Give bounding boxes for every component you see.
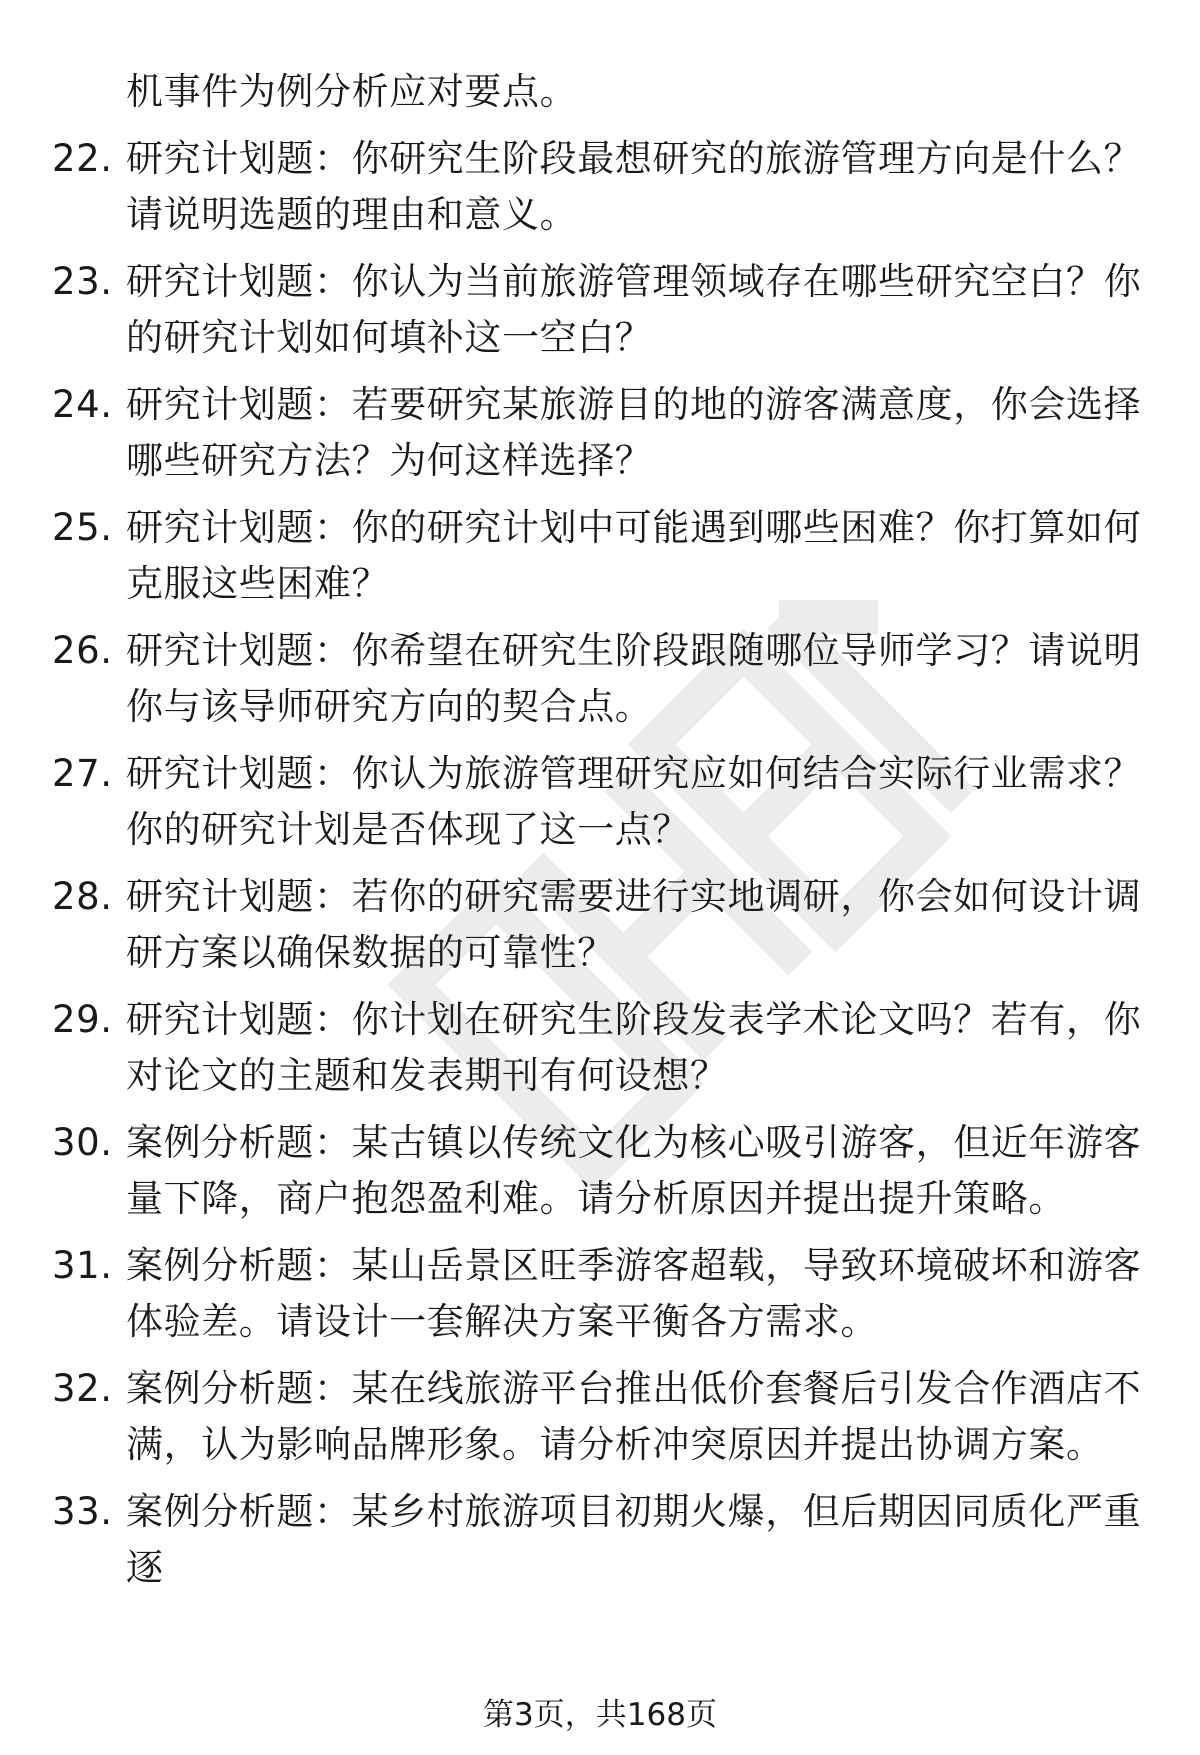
question-item bbox=[52, 746, 1142, 858]
question-number: 30. bbox=[52, 1121, 113, 1164]
continued-text: 机事件为例分析应对要点。 bbox=[126, 70, 578, 113]
question-list bbox=[52, 131, 1142, 1596]
question-number: 26. bbox=[52, 629, 113, 672]
page-footer: 第3页，共168页 bbox=[483, 1697, 717, 1733]
question-item bbox=[52, 1238, 1142, 1350]
question-number: 28. bbox=[52, 875, 113, 918]
question-text: 研究计划题：你认为旅游管理研究应如何结合实际行业需求？你的研究计划是否体现了这一点？ bbox=[126, 752, 1142, 851]
question-text: 研究计划题：你认为当前旅游管理领域存在哪些研究空白？你的研究计划如何填补这一空白？ bbox=[126, 260, 1142, 359]
question-item bbox=[52, 500, 1142, 612]
question-number: 22. bbox=[52, 137, 113, 180]
question-item bbox=[52, 869, 1142, 981]
question-number: 29. bbox=[52, 998, 113, 1041]
question-text: 研究计划题：你希望在研究生阶段跟随哪位导师学习？请说明你与该导师研究方向的契合点。 bbox=[126, 629, 1142, 728]
question-number: 25. bbox=[52, 506, 113, 549]
question-item bbox=[52, 1115, 1142, 1227]
question-text: 案例分析题：某古镇以传统文化为核心吸引游客，但近年游客量下降，商户抱怨盈利难。请分析原因并提出提升策略。 bbox=[126, 1121, 1142, 1220]
question-text: 案例分析题：某在线旅游平台推出低价套餐后引发合作酒店不满，认为影响品牌形象。请分析冲突原因并提出协调方案。 bbox=[126, 1367, 1142, 1466]
question-item bbox=[52, 1361, 1142, 1473]
question-list-container bbox=[52, 64, 1142, 1596]
question-text: 研究计划题：若要研究某旅游目的地的游客满意度，你会选择哪些研究方法？为何这样选择？ bbox=[126, 383, 1142, 482]
question-number: 31. bbox=[52, 1244, 113, 1287]
question-item bbox=[52, 131, 1142, 243]
question-text: 研究计划题：若你的研究需要进行实地调研，你会如何设计调研方案以确保数据的可靠性？ bbox=[126, 875, 1142, 974]
question-item bbox=[52, 1484, 1142, 1596]
question-text: 案例分析题：某山岳景区旺季游客超载，导致环境破坏和游客体验差。请设计一套解决方案平衡各方需求。 bbox=[126, 1244, 1142, 1343]
question-text: 案例分析题：某乡村旅游项目初期火爆，但后期因同质化严重逐 bbox=[126, 1490, 1142, 1589]
question-number: 24. bbox=[52, 383, 113, 426]
question-item bbox=[52, 254, 1142, 366]
question-number: 23. bbox=[52, 260, 113, 303]
question-item bbox=[52, 377, 1142, 489]
question-item bbox=[52, 623, 1142, 735]
question-number: 32. bbox=[52, 1367, 113, 1410]
question-text: 研究计划题：你的研究计划中可能遇到哪些困难？你打算如何克服这些困难？ bbox=[126, 506, 1142, 605]
question-item bbox=[52, 992, 1142, 1104]
question-text: 研究计划题：你研究生阶段最想研究的旅游管理方向是什么？请说明选题的理由和意义。 bbox=[126, 137, 1142, 236]
question-text: 研究计划题：你计划在研究生阶段发表学术论文吗？若有，你对论文的主题和发表期刊有何设想？ bbox=[126, 998, 1142, 1097]
question-number: 27. bbox=[52, 752, 113, 795]
question-number: 33. bbox=[52, 1490, 113, 1533]
